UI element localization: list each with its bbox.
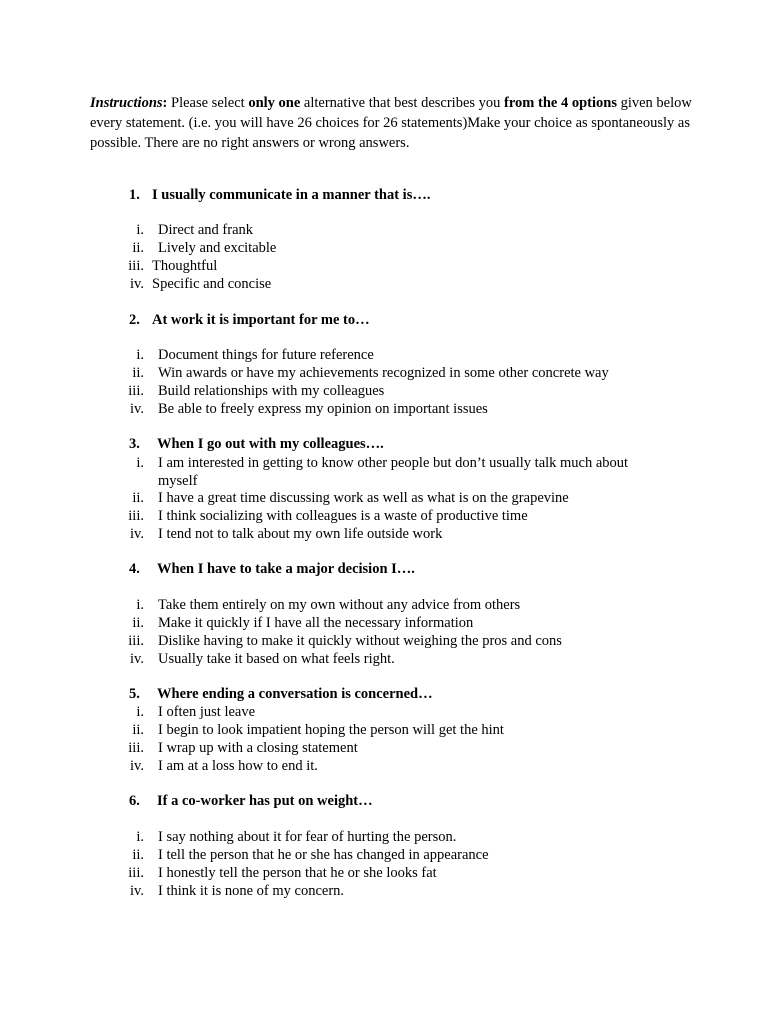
option-roman: ii. xyxy=(132,490,144,506)
option-roman: ii. xyxy=(132,365,144,381)
option-roman: iii. xyxy=(128,633,144,649)
option-text: Be able to freely express my opinion on important issues xyxy=(158,401,488,417)
option-text: I think it is none of my concern. xyxy=(158,883,345,899)
option-roman: iii. xyxy=(128,865,144,881)
option-roman: i. xyxy=(136,597,144,613)
instructions-emphasis-options: from the 4 options xyxy=(504,95,617,111)
option-roman: iii. xyxy=(128,258,144,274)
option-roman: iv. xyxy=(130,651,144,667)
option-roman: iii. xyxy=(128,508,144,524)
option-text: I think socializing with colleagues is a waste of productive time xyxy=(158,508,528,524)
question-text: I usually communicate in a manner that is…. xyxy=(152,187,431,203)
question-number: 1. xyxy=(129,187,140,203)
option-roman: ii. xyxy=(132,722,144,738)
option-text: I tell the person that he or she has changed in appearance xyxy=(158,847,489,863)
option-roman: i. xyxy=(136,829,144,845)
option-text: Win awards or have my achievements recognized in some other concrete way xyxy=(158,365,609,381)
question-number: 2. xyxy=(129,312,140,328)
option-text: Dislike having to make it quickly without weighing the pros and cons xyxy=(158,633,562,649)
option-text: I have a great time discussing work as well as what is on the grapevine xyxy=(158,490,569,506)
instructions-label: Instructions xyxy=(90,95,163,111)
question-text: When I have to take a major decision I…. xyxy=(157,561,415,577)
option-roman: ii. xyxy=(132,240,144,256)
question-text: When I go out with my colleagues…. xyxy=(157,436,384,452)
option-text: I tend not to talk about my own life outside work xyxy=(158,526,443,542)
option-roman: iv. xyxy=(130,401,144,417)
option-roman: i. xyxy=(136,455,144,471)
option-roman: ii. xyxy=(132,615,144,631)
option-text: Specific and concise xyxy=(152,276,272,292)
option-text: Usually take it based on what feels right. xyxy=(158,651,395,667)
option-roman: iv. xyxy=(130,276,144,292)
question-number: 5. xyxy=(129,686,140,702)
instructions-paragraph xyxy=(90,93,695,153)
option-roman: ii. xyxy=(132,847,144,863)
option-text: I am interested in getting to know other people but don’t usually talk much about myself xyxy=(158,455,629,489)
option-text: Lively and excitable xyxy=(158,240,277,256)
option-roman: iv. xyxy=(130,758,144,774)
option-text: I am at a loss how to end it. xyxy=(158,758,318,774)
instructions-emphasis-only-one: only one xyxy=(248,95,301,111)
option-text: Take them entirely on my own without any advice from others xyxy=(158,597,521,613)
option-text: I honestly tell the person that he or she looks fat xyxy=(158,865,437,881)
option-text: Direct and frank xyxy=(158,222,254,238)
option-roman: iv. xyxy=(130,883,144,899)
option-text: Document things for future reference xyxy=(158,347,374,363)
option-roman: i. xyxy=(136,222,144,238)
option-text: I wrap up with a closing statement xyxy=(158,740,358,756)
question-number: 3. xyxy=(129,436,140,452)
option-text: Build relationships with my colleagues xyxy=(158,383,385,399)
option-text: Make it quickly if I have all the necessary information xyxy=(158,615,474,631)
option-text: I often just leave xyxy=(158,704,256,720)
question-text: If a co-worker has put on weight… xyxy=(157,793,373,809)
option-roman: i. xyxy=(136,347,144,363)
option-roman: i. xyxy=(136,704,144,720)
option-text: I say nothing about it for fear of hurting the person. xyxy=(158,829,457,845)
instructions-text-3: given below every statement. (i.e. you will have 26 choices for 26 statements)Make your choice as spontaneously as possible. There are no right answers or wrong answers. xyxy=(90,95,692,151)
option-text: Thoughtful xyxy=(152,258,218,274)
instructions-text-1: Please select xyxy=(167,95,249,111)
question-text: Where ending a conversation is concerned… xyxy=(157,686,433,702)
option-roman: iii. xyxy=(128,740,144,756)
option-text: I begin to look impatient hoping the person will get the hint xyxy=(158,722,504,738)
option-roman: iii. xyxy=(128,383,144,399)
instructions-colon: : xyxy=(162,95,168,111)
question-text: At work it is important for me to… xyxy=(152,312,370,328)
question-number: 4. xyxy=(129,561,140,577)
question-number: 6. xyxy=(129,793,140,809)
instructions-text-2: alternative that best describes you xyxy=(300,95,505,111)
option-roman: iv. xyxy=(130,526,144,542)
